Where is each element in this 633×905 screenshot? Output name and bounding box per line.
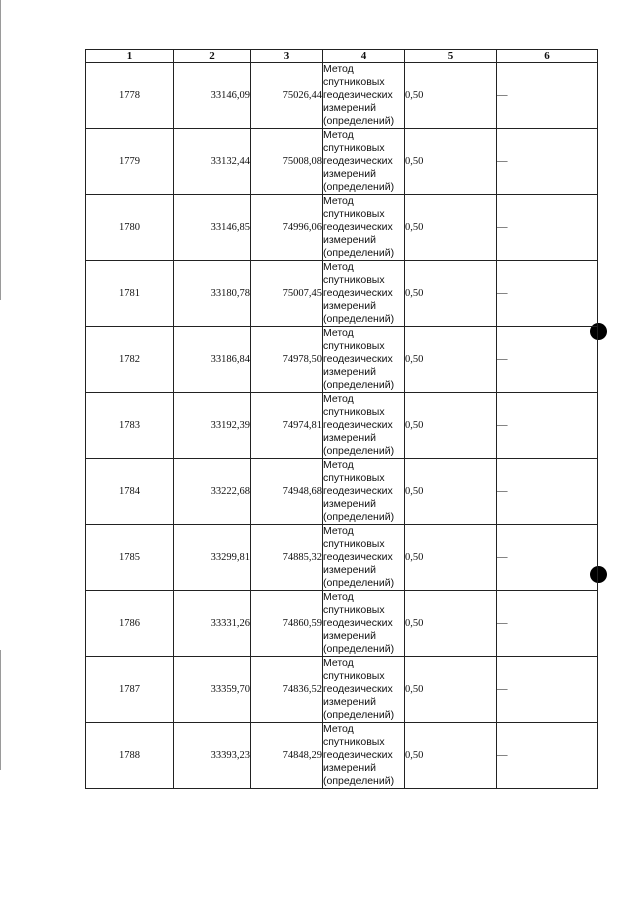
- method-cell: Метод спутниковых геодезических измерений (определений): [323, 591, 405, 657]
- point-number: 1781: [86, 261, 174, 327]
- x-coordinate: 33180,78: [174, 261, 251, 327]
- y-coordinate: 74974,81: [251, 393, 323, 459]
- description-cell: —: [497, 657, 598, 723]
- x-coordinate: 33331,26: [174, 591, 251, 657]
- method-cell: Метод спутниковых геодезических измерений (определений): [323, 393, 405, 459]
- point-number: 1784: [86, 459, 174, 525]
- accuracy-cell: 0,50: [405, 591, 497, 657]
- accuracy-cell: 0,50: [405, 393, 497, 459]
- description-cell: —: [497, 261, 598, 327]
- description-cell: —: [497, 129, 598, 195]
- x-coordinate: 33393,23: [174, 723, 251, 789]
- x-coordinate: 33132,44: [174, 129, 251, 195]
- y-coordinate: 74996,06: [251, 195, 323, 261]
- description-cell: —: [497, 723, 598, 789]
- accuracy-cell: 0,50: [405, 129, 497, 195]
- x-coordinate: 33186,84: [174, 327, 251, 393]
- accuracy-cell: 0,50: [405, 195, 497, 261]
- x-coordinate: 33192,39: [174, 393, 251, 459]
- method-cell: Метод спутниковых геодезических измерений (определений): [323, 657, 405, 723]
- x-coordinate: 33146,09: [174, 63, 251, 129]
- accuracy-cell: 0,50: [405, 459, 497, 525]
- method-cell: Метод спутниковых геодезических измерений (определений): [323, 525, 405, 591]
- table-body: [86, 63, 598, 789]
- method-cell: Метод спутниковых геодезических измерений (определений): [323, 129, 405, 195]
- point-number: 1783: [86, 393, 174, 459]
- accuracy-cell: 0,50: [405, 525, 497, 591]
- table-row: [86, 459, 598, 525]
- point-number: 1780: [86, 195, 174, 261]
- scan-edge-mark: [0, 0, 1, 300]
- header-row: [86, 50, 598, 63]
- method-cell: Метод спутниковых геодезических измерений (определений): [323, 63, 405, 129]
- accuracy-cell: 0,50: [405, 261, 497, 327]
- table-row: [86, 261, 598, 327]
- method-cell: Метод спутниковых геодезических измерений (определений): [323, 723, 405, 789]
- column-header: 5: [405, 50, 497, 63]
- y-coordinate: 74978,50: [251, 327, 323, 393]
- point-number: 1786: [86, 591, 174, 657]
- accuracy-cell: 0,50: [405, 327, 497, 393]
- table-header: [86, 50, 598, 63]
- x-coordinate: 33222,68: [174, 459, 251, 525]
- y-coordinate: 75007,45: [251, 261, 323, 327]
- table-row: [86, 723, 598, 789]
- description-cell: —: [497, 327, 598, 393]
- description-cell: —: [497, 195, 598, 261]
- description-cell: —: [497, 525, 598, 591]
- table-row: [86, 327, 598, 393]
- point-number: 1782: [86, 327, 174, 393]
- table-row: [86, 657, 598, 723]
- accuracy-cell: 0,50: [405, 657, 497, 723]
- column-header: 6: [497, 50, 598, 63]
- scan-edge-mark: [0, 650, 1, 770]
- method-cell: Метод спутниковых геодезических измерений (определений): [323, 459, 405, 525]
- description-cell: —: [497, 591, 598, 657]
- y-coordinate: 75026,44: [251, 63, 323, 129]
- method-cell: Метод спутниковых геодезических измерений (определений): [323, 327, 405, 393]
- column-header: 3: [251, 50, 323, 63]
- point-number: 1788: [86, 723, 174, 789]
- table-row: [86, 129, 598, 195]
- table-row: [86, 591, 598, 657]
- table-row: [86, 195, 598, 261]
- point-number: 1787: [86, 657, 174, 723]
- method-cell: Метод спутниковых геодезических измерений (определений): [323, 195, 405, 261]
- description-cell: —: [497, 63, 598, 129]
- table-row: [86, 393, 598, 459]
- table-row: [86, 525, 598, 591]
- accuracy-cell: 0,50: [405, 723, 497, 789]
- accuracy-cell: 0,50: [405, 63, 497, 129]
- point-number: 1778: [86, 63, 174, 129]
- point-number: 1785: [86, 525, 174, 591]
- x-coordinate: 33299,81: [174, 525, 251, 591]
- method-cell: Метод спутниковых геодезических измерений (определений): [323, 261, 405, 327]
- y-coordinate: 74848,29: [251, 723, 323, 789]
- column-header: 2: [174, 50, 251, 63]
- x-coordinate: 33359,70: [174, 657, 251, 723]
- table-row: [86, 63, 598, 129]
- y-coordinate: 74836,52: [251, 657, 323, 723]
- x-coordinate: 33146,85: [174, 195, 251, 261]
- point-number: 1779: [86, 129, 174, 195]
- column-header: 1: [86, 50, 174, 63]
- description-cell: —: [497, 393, 598, 459]
- y-coordinate: 75008,08: [251, 129, 323, 195]
- description-cell: —: [497, 459, 598, 525]
- coordinates-table: [85, 49, 598, 789]
- y-coordinate: 74860,59: [251, 591, 323, 657]
- y-coordinate: 74948,68: [251, 459, 323, 525]
- column-header: 4: [323, 50, 405, 63]
- y-coordinate: 74885,32: [251, 525, 323, 591]
